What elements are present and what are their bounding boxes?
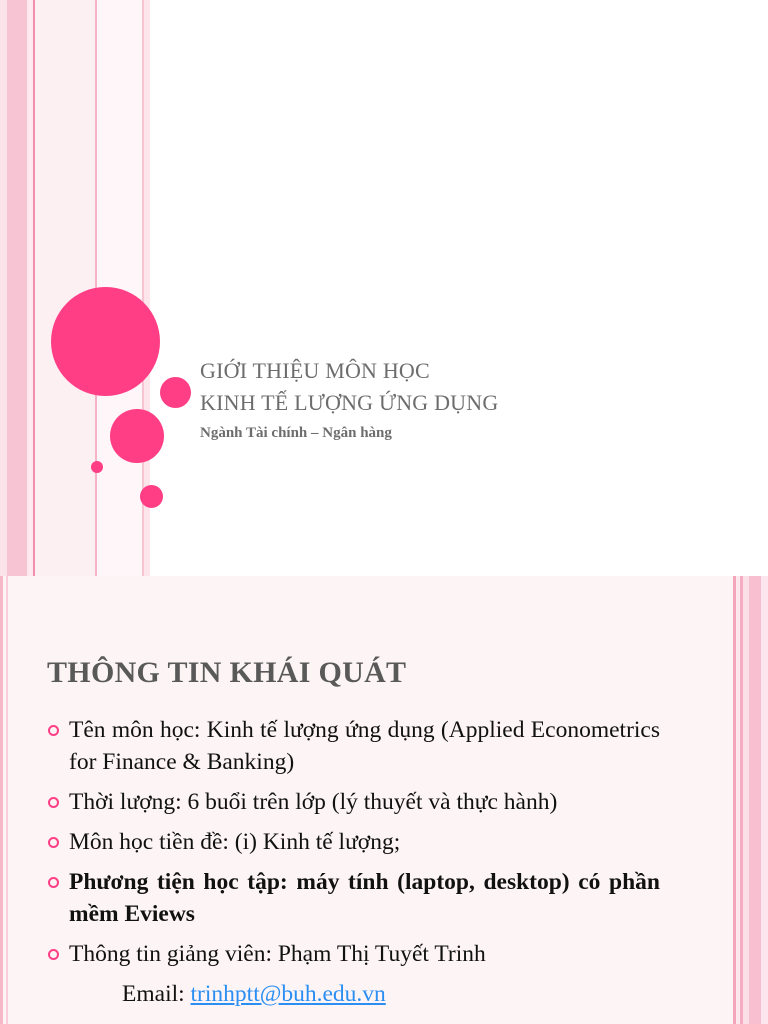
- slide-subtitle: Ngành Tài chính – Ngân hàng: [200, 425, 392, 441]
- bullet-text: Phương tiện học tập: máy tính (laptop, desktop) có phần mềm Eviews: [69, 869, 660, 927]
- decor-circle-small: [160, 377, 191, 408]
- bullet-item: [48, 866, 660, 930]
- decor-band: [749, 576, 761, 1024]
- decor-band: [35, 0, 95, 576]
- slide-title-line1: GIỚI THIỆU MÔN HỌC: [200, 358, 430, 383]
- decor-circle-large: [51, 287, 160, 396]
- slide-title: [200, 355, 498, 419]
- bullet-text: Thời lượng: 6 buổi trên lớp (lý thuyết và thực hành): [69, 789, 558, 815]
- slide-heading: THÔNG TIN KHÁI QUÁT: [47, 656, 407, 689]
- bullet-text: Tên môn học: Kinh tế lượng ứng dụng (Applied Econometrics for Finance & Banking): [69, 717, 660, 775]
- decor-band: [7, 0, 27, 576]
- bullet-item: [48, 786, 660, 818]
- bullet-list: [48, 714, 660, 978]
- bullet-circle-icon: [48, 949, 59, 960]
- email-line: [122, 981, 386, 1008]
- bullet-circle-icon: [48, 797, 59, 808]
- email-link[interactable]: trinhptt@buh.edu.vn: [190, 981, 386, 1007]
- decor-band: [761, 576, 768, 1024]
- decor-circle-tiny: [91, 461, 103, 473]
- bullet-circle-icon: [48, 725, 59, 736]
- slide-title-line2: KINH TẾ LƯỢNG ỨNG DỤNG: [200, 390, 499, 415]
- bullet-item: [48, 826, 660, 858]
- decor-band: [0, 576, 3, 1024]
- decor-circle-medium: [110, 409, 164, 463]
- decor-band: [6, 576, 8, 1024]
- bullet-item: [48, 714, 660, 778]
- decor-circle-small: [140, 485, 163, 508]
- bullet-text: Thông tin giảng viên: Phạm Thị Tuyết Trinh: [69, 941, 486, 967]
- bullet-item: [48, 938, 660, 970]
- decor-band: [0, 0, 7, 576]
- bullet-circle-icon: [48, 837, 59, 848]
- email-label: Email:: [122, 981, 191, 1007]
- content-slide: [0, 576, 768, 1024]
- bullet-text: Môn học tiền đề: (i) Kinh tế lượng;: [69, 829, 401, 855]
- bullet-circle-icon: [48, 877, 59, 888]
